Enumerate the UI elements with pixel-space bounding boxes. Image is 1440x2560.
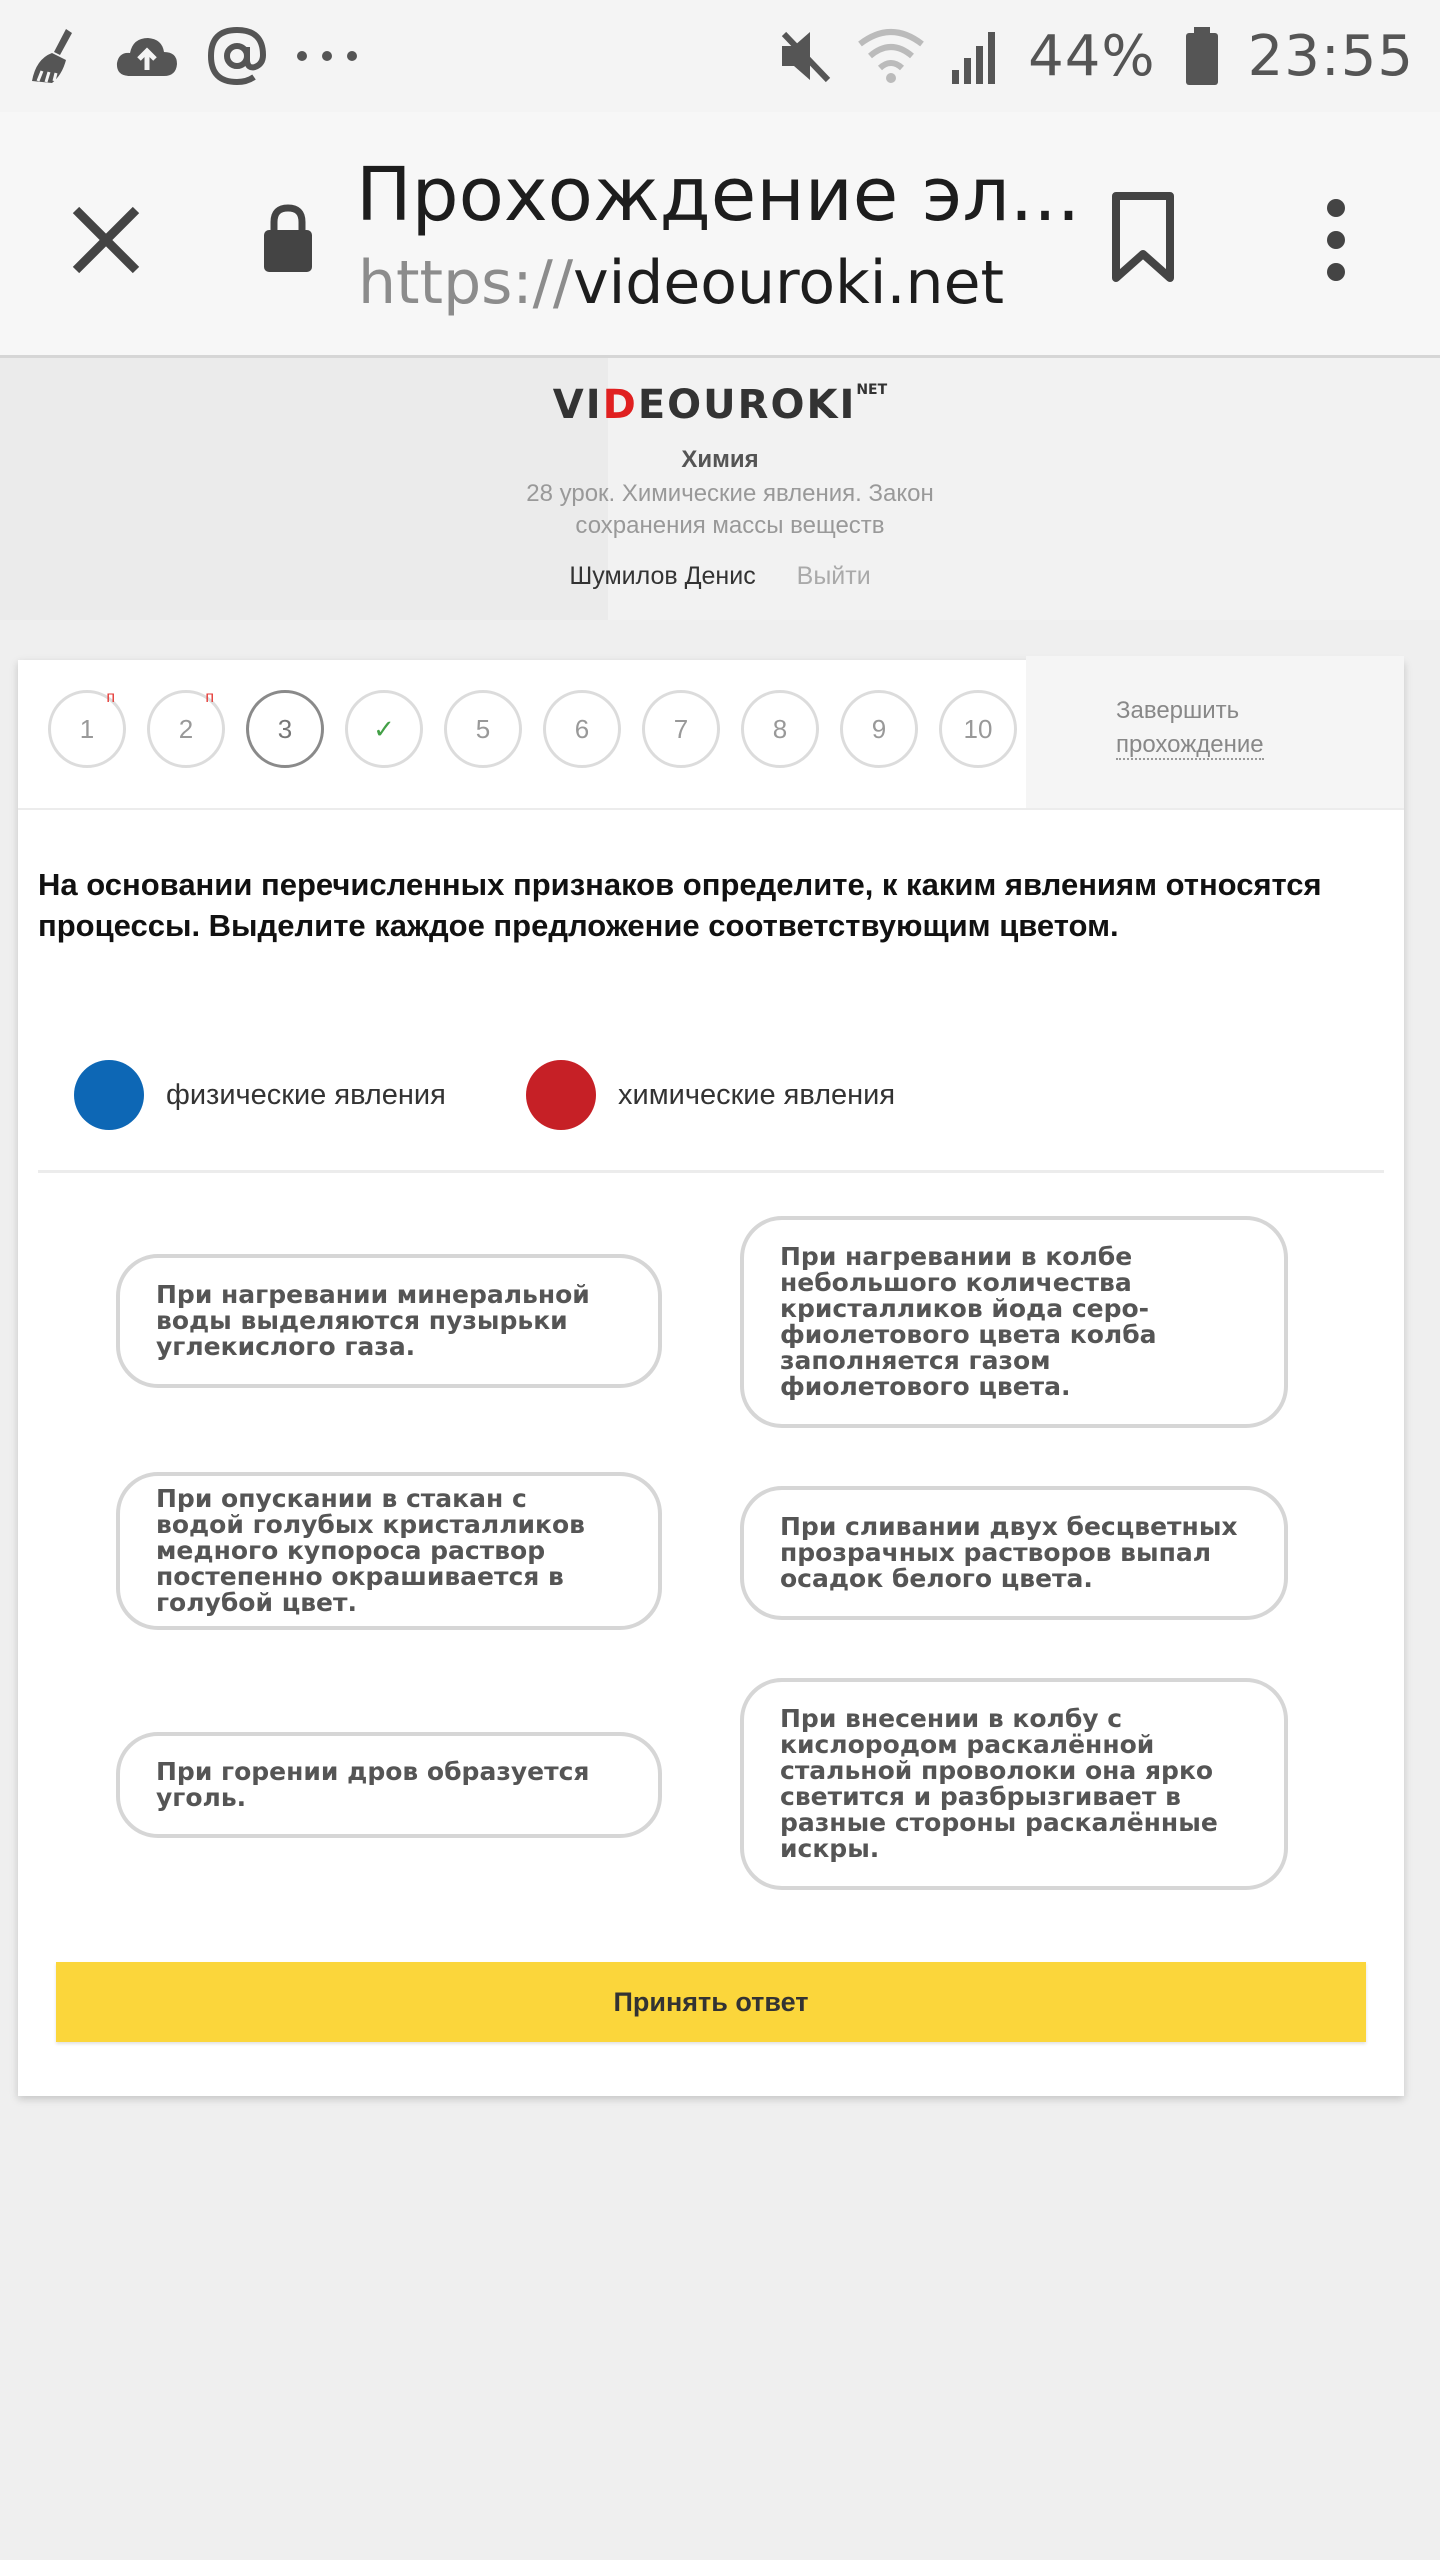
quiz-card [18, 660, 1404, 2096]
question-button-2[interactable]: 2 п [147, 690, 225, 768]
question-button-10[interactable]: 10 [939, 690, 1017, 768]
videouroki-logo[interactable]: $VIDEOUROKI^{NET}$ [552, 382, 888, 428]
sentence-option-5[interactable]: При горении дров образуется уголь. [116, 1732, 662, 1838]
flag-marker: п [205, 689, 214, 706]
site-header [0, 358, 1440, 620]
at-icon [206, 25, 268, 87]
url-host: videouroki.net [573, 248, 1005, 318]
color-swatch-blue[interactable] [74, 1060, 144, 1130]
question-button-7[interactable]: 7 [642, 690, 720, 768]
checkmark-icon: ✓ [373, 713, 395, 744]
question-button-3[interactable]: 3 [246, 690, 324, 768]
logout-link[interactable]: Выйти [796, 562, 871, 590]
question-button-9[interactable]: 9 [840, 690, 918, 768]
more-dots-icon [294, 46, 360, 66]
clock: 23:55 [1247, 23, 1414, 89]
lesson-title: 28 урок. Химические явления. Закон сохранения массы веществ [526, 480, 934, 539]
user-line [0, 562, 1440, 591]
page-title: Прохождение эл... [356, 152, 1081, 238]
user-name: Шумилов Денис [569, 562, 756, 590]
question-button-1[interactable]: 1 п [48, 690, 126, 768]
question-button-5[interactable]: 5 [444, 690, 522, 768]
overflow-menu-button[interactable] [1316, 190, 1356, 290]
sentence-option-6[interactable]: При внесении в колбу с кислородом раскалённой стальной проволоки она ярко светится и разбрызгивает в разные стороны раскалённые искры. [740, 1678, 1288, 1890]
flag-marker: п [106, 689, 115, 706]
divider [38, 1170, 1384, 1173]
cloud-upload-icon [114, 30, 180, 82]
url-scheme: https:// [358, 248, 574, 318]
signal-icon [950, 26, 1002, 86]
mute-icon [778, 26, 832, 86]
question-text: На основании перечисленных признаков определите, к каким явлениям относятся процессы. Выделите каждое предложение соответствующим цветом. [38, 867, 1322, 943]
question-button-8[interactable]: 8 [741, 690, 819, 768]
sentence-option-2[interactable]: При нагревании в колбе небольшого количества кристалликов йода серо-фиолетового цвета колба заполняется газом фиолетового цвета. [740, 1216, 1288, 1428]
submit-answer-button[interactable]: Принять ответ [56, 1962, 1366, 2042]
url-bar[interactable] [358, 248, 1004, 318]
lock-icon[interactable] [258, 198, 318, 278]
legend-chemical[interactable] [526, 1060, 895, 1130]
question-navigation [18, 660, 1404, 810]
color-swatch-red[interactable] [526, 1060, 596, 1130]
close-tab-button[interactable] [66, 200, 146, 280]
status-left-icons [26, 25, 360, 87]
legend-label: химические явления [618, 1078, 896, 1111]
bookmark-icon [1108, 190, 1178, 286]
battery-icon [1182, 25, 1222, 87]
subject-title: Химия [681, 446, 759, 473]
sentence-option-1[interactable]: При нагревании минеральной воды выделяются пузырьки углекислого газа. [116, 1254, 662, 1388]
finish-button[interactable]: Завершить прохождение [1026, 656, 1404, 808]
sentence-option-4[interactable]: При сливании двух бесцветных прозрачных растворов выпал осадок белого цвета. [740, 1486, 1288, 1620]
legend-label: физические явления [166, 1078, 446, 1111]
broom-icon [26, 25, 88, 87]
battery-percent: 44% [1028, 23, 1156, 89]
vertical-dots-icon [1316, 190, 1356, 290]
question-button-6[interactable]: 6 [543, 690, 621, 768]
browser-toolbar [0, 112, 1440, 358]
question-button-4[interactable] [345, 690, 423, 768]
sentence-option-3[interactable]: При опускании в стакан с водой голубых кристалликов медного купороса раствор постепенно окрашивается в голубой цвет. [116, 1472, 662, 1630]
legend-physical[interactable] [74, 1060, 446, 1130]
bookmark-button[interactable] [1108, 190, 1178, 286]
wifi-icon [858, 26, 924, 86]
status-right-icons [778, 24, 1414, 89]
status-bar [0, 0, 1440, 112]
